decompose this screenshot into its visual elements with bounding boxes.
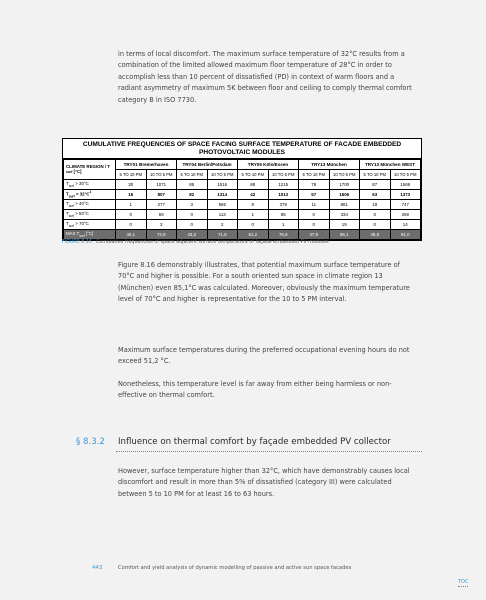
region-header: TRY13 München WEST: [360, 159, 421, 169]
table-cell: 71,5: [207, 229, 238, 239]
table-cell: 0: [299, 219, 330, 229]
table-cell: 81,0: [390, 229, 421, 239]
region-header-sub: surf: [66, 170, 73, 175]
table-cell: 76,8: [268, 229, 299, 239]
interval-header: 5 TO 10 PM: [299, 169, 330, 179]
nonetheless-paragraph: Nonetheless, this temperature level is far away from either being harmless or non-effective on thermal comfort.: [118, 380, 392, 400]
frequency-table: [63, 159, 421, 240]
table-cell: 11: [299, 199, 330, 209]
table-cell: 85: [177, 179, 208, 189]
table-cell: 1: [116, 199, 147, 209]
table-cell: 0: [116, 209, 147, 219]
table-cell: 1506: [329, 189, 360, 199]
table-cell: 48,8: [360, 229, 391, 239]
section-divider: [116, 451, 422, 452]
table-cell: 1: [238, 209, 269, 219]
row-label: $T_{surf} > 50^\circ C$: [64, 209, 116, 219]
table-cell: 0: [116, 219, 147, 229]
interval-header: 10 TO 5 PM: [329, 169, 360, 179]
table-cell: 1373: [390, 189, 421, 199]
table-cell: 40,1: [116, 229, 147, 239]
toc-link[interactable]: TOC: [458, 579, 469, 585]
table-cell: 0: [238, 219, 269, 229]
table-row: [64, 189, 421, 199]
table-cell: 0: [360, 219, 391, 229]
section-number: § 8.3.2: [76, 437, 105, 447]
region-header-cell: [64, 159, 116, 179]
table-row: [64, 229, 421, 239]
interval-header: 5 TO 10 PM: [177, 169, 208, 179]
table-body: [64, 179, 421, 239]
table-title: [63, 139, 421, 159]
table-cell: 42: [238, 189, 269, 199]
table-cell: 861: [329, 199, 360, 209]
table-cell: 16: [116, 189, 147, 199]
table-cell: 1700: [329, 179, 360, 189]
table-cell: 269: [390, 209, 421, 219]
table-cell: 82: [177, 189, 208, 199]
section-title: Influence on thermal comfort by façade embedded PV collector: [118, 437, 391, 447]
table-cell: 69: [146, 209, 177, 219]
page-number: 443: [92, 565, 103, 571]
table-cell: 0: [360, 209, 391, 219]
table-cell: 88: [238, 179, 269, 189]
table-cell: 85,1: [329, 229, 360, 239]
evening-paragraph: Maximum surface temperatures during the preferred occupational evening hours do not exceed 51,2 °C.: [118, 346, 410, 366]
figure-discussion-paragraph: Figure 8.16 demonstrably illustrates, that potential maximum surface temperature of 70°C and higher is possible. For a south oriented sun space in climate region 13 (München) even 85,1°C was calculated. Moreover, obviously the maximum temperature level of 70°C and higher is representative for the 10 to 5 PM interval.: [118, 261, 410, 304]
table-cell: 379: [268, 199, 299, 209]
interval-header: 10 TO 5 PM: [390, 169, 421, 179]
table-title-line-1: CUMULATIVE FREQUENCIES OF SPACE FACING SURFACE TEMPERATURE OF FACADE EMBEDDED: [82, 141, 402, 148]
figure-caption: [62, 240, 329, 245]
table-cell: 747: [390, 199, 421, 209]
table-cell: 85: [268, 209, 299, 219]
table-cell: 72,8: [146, 229, 177, 239]
row-label: $T_{surf} > 70^\circ C$: [64, 219, 116, 229]
table-cell: 1215: [268, 179, 299, 189]
table-cell: 8: [238, 199, 269, 209]
region-header-unit: [°C]: [72, 169, 82, 175]
intro-paragraph: in terms of local discomfort. The maximum surface temperature of 32°C results from a combination of the limited allowed maximum floor temperature of 28°C in order to accomplish less than 10 percent of dissatisfied (PD) in context of warm floors and a radiant asymmetry of maximum 5K between floor and ceiling to comply thermal comfort category B in ISO 7730.: [118, 50, 412, 104]
table-cell: 807: [146, 189, 177, 199]
table-header-intervals: [64, 169, 421, 179]
interval-header: 10 TO 5 PM: [146, 169, 177, 179]
interval-header: 10 TO 5 PM: [268, 169, 299, 179]
table-row: [64, 179, 421, 189]
table-title-line-2: PHOTOVOLTAIC MODULES: [198, 148, 286, 156]
frequency-table-figure: [62, 138, 422, 241]
table-cell: 1516: [207, 179, 238, 189]
row-label: $T_{surf} > 30^\circ C$: [64, 179, 116, 189]
table-row: [64, 209, 421, 219]
row-label: $T_{surf} > 40^\circ C$: [64, 199, 116, 209]
table-row: [64, 219, 421, 229]
region-header: TRY01 Bremerhaven: [116, 159, 177, 169]
table-cell: 0: [177, 209, 208, 219]
region-header: TRY13 München: [299, 159, 360, 169]
table-cell: 19: [329, 219, 360, 229]
table-cell: 1: [268, 219, 299, 229]
table-row: [64, 199, 421, 209]
interval-header: 5 TO 10 PM: [238, 169, 269, 179]
table-cell: 565: [207, 199, 238, 209]
table-cell: 78: [299, 179, 330, 189]
table-cell: 1569: [390, 179, 421, 189]
table-cell: 1314: [207, 189, 238, 199]
running-title: Comfort and yield analysis of dynamic modelling of passive and active sun space facades: [118, 565, 352, 571]
however-paragraph: However, surface temperature higher than 32°C, which have demonstrably causes local discomfort and result in more than 5% of dissatisfied (category III) were calculated between 5 to 10 PM for at least 16 to 63 hours.: [118, 467, 410, 498]
table-cell: 2: [207, 219, 238, 229]
table-cell: 3: [146, 219, 177, 229]
interval-header: 5 TO 10 PM: [116, 169, 147, 179]
table-cell: 43,2: [177, 229, 208, 239]
table-cell: 47,9: [299, 229, 330, 239]
row-label: MAX $T_{surf}$ [°C]: [64, 229, 116, 239]
region-header: TRY05 Köln/Essen: [238, 159, 299, 169]
table-cell: 63: [360, 189, 391, 199]
region-header-text: CLIMATE REGION / T: [66, 164, 111, 170]
table-header-regions: [64, 159, 421, 169]
figure-label: FIGURE 8.16: [62, 240, 92, 245]
table-cell: 0: [177, 219, 208, 229]
interval-header: 10 TO 5 PM: [207, 169, 238, 179]
table-cell: 1071: [146, 179, 177, 189]
table-cell: 18: [360, 199, 391, 209]
table-cell: 334: [329, 209, 360, 219]
table-cell: 113: [207, 209, 238, 219]
table-cell: 87: [360, 179, 391, 189]
figure-caption-text: Cumulative frequencies of space adjacent surface temperature of façade embedded PV modules: [95, 240, 329, 245]
table-cell: 14: [390, 219, 421, 229]
table-cell: 51,2: [238, 229, 269, 239]
table-cell: 277: [146, 199, 177, 209]
table-cell: 3: [177, 199, 208, 209]
table-cell: 57: [299, 189, 330, 199]
table-cell: 30: [116, 179, 147, 189]
table-cell: 0: [299, 209, 330, 219]
table-cell: 1013: [268, 189, 299, 199]
row-label: $T_{surf} > 32^\circ C^1$: [64, 189, 116, 199]
interval-header: 5 TO 10 PM: [360, 169, 391, 179]
region-header: TRY04 Berlin/Potsdam: [177, 159, 238, 169]
